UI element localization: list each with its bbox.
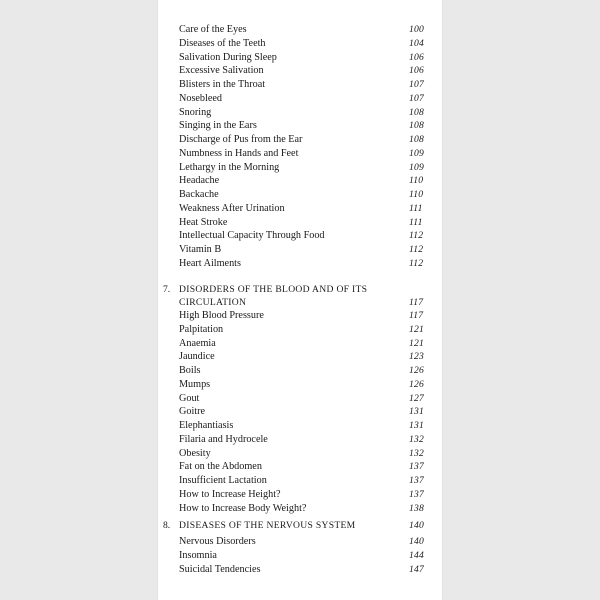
page-number: 127 <box>409 392 424 404</box>
entry-title: Headache <box>179 175 220 187</box>
entry-title: Anaemia <box>179 337 216 349</box>
page-number: 138 <box>409 502 424 514</box>
entry-title: Elephantiasis <box>179 420 234 431</box>
entry-title: Intellectual Capacity Through Food <box>179 230 325 242</box>
page-number: 131 <box>409 406 424 418</box>
page-number: 108 <box>409 120 424 132</box>
page-number: 110 <box>409 189 424 200</box>
entry-title: Heat Stroke <box>179 216 228 228</box>
entry-title: Mumps <box>179 378 211 390</box>
page-number: 107 <box>409 92 424 104</box>
page-number: 132 <box>409 433 424 445</box>
page-number: 126 <box>409 378 424 390</box>
section-title: DISORDERS OF THE BLOOD AND OF ITS <box>179 284 368 295</box>
entry-title: How to Increase Body Weight? <box>179 502 307 514</box>
entry-title: Blisters in the Throat <box>179 79 266 90</box>
book-page <box>158 0 442 600</box>
page-number: 109 <box>409 147 424 159</box>
page-number: 108 <box>409 106 424 118</box>
page-number: 106 <box>409 51 424 63</box>
entry-title: Insufficient Lactation <box>179 475 267 486</box>
page-number: 121 <box>409 323 424 335</box>
page-number: 137 <box>409 475 424 486</box>
page-number: 117 <box>409 296 424 308</box>
entry-title: Insomnia <box>179 549 217 561</box>
entry-title: Care of the Eyes <box>179 24 247 35</box>
page-number: 132 <box>409 447 424 459</box>
entry-title: Gout <box>179 392 200 404</box>
entry-title: Excessive Salivation <box>179 65 264 77</box>
page-number: 108 <box>409 134 424 145</box>
page-number: 111 <box>409 216 423 228</box>
entry-title: Suicidal Tendencies <box>179 563 261 575</box>
entry-title: Nosebleed <box>179 92 222 104</box>
page-number: 131 <box>409 420 424 431</box>
section-number: 7. <box>163 284 171 295</box>
entry-title: Fat on the Abdomen <box>179 461 262 473</box>
entry-title: Backache <box>179 189 219 200</box>
page-number: 137 <box>409 488 424 500</box>
page-number: 126 <box>409 365 424 376</box>
page-number: 111 <box>409 202 423 214</box>
page-number: 112 <box>409 230 424 242</box>
entry-title: How to Increase Height? <box>179 488 281 500</box>
page-number: 144 <box>409 549 424 561</box>
entry-title: Snoring <box>179 106 212 118</box>
entry-title: Boils <box>179 365 201 376</box>
entry-title: High Blood Pressure <box>179 310 264 321</box>
page-number: 112 <box>409 244 424 255</box>
page-number: 104 <box>409 37 424 49</box>
entry-title: Diseases of the Teeth <box>179 37 266 49</box>
section-number: 8. <box>163 520 171 531</box>
entry-title: Discharge of Pus from the Ear <box>179 134 303 145</box>
entry-title: Lethargy in the Morning <box>179 161 280 173</box>
page-number: 123 <box>409 351 424 363</box>
page-number: 100 <box>409 24 424 35</box>
entry-title: Jaundice <box>179 351 215 363</box>
entry-title: Weakness After Urination <box>179 202 285 214</box>
page-number: 110 <box>409 175 424 187</box>
page-number: 140 <box>409 536 424 547</box>
page-number: 117 <box>409 310 424 321</box>
page-number: 107 <box>409 79 424 90</box>
entry-title: Palpitation <box>179 323 224 335</box>
page-number: 137 <box>409 461 424 473</box>
entry-title: Vitamin B <box>179 244 222 255</box>
page-number: 147 <box>409 563 424 575</box>
entry-title: Obesity <box>179 447 211 459</box>
entry-title: Numbness in Hands and Feet <box>179 147 299 159</box>
page-number: 121 <box>409 337 424 349</box>
section-title: CIRCULATION <box>179 296 247 308</box>
section-title: DISEASES OF THE NERVOUS SYSTEM <box>179 520 356 531</box>
entry-title: Singing in the Ears <box>179 120 257 132</box>
entry-title: Filaria and Hydrocele <box>179 433 268 445</box>
entry-title: Salivation During Sleep <box>179 51 277 63</box>
page-number: 140 <box>409 520 424 531</box>
entry-title: Goitre <box>179 406 206 418</box>
entry-title: Nervous Disorders <box>179 536 256 547</box>
page-number: 109 <box>409 161 424 173</box>
entry-title: Heart Ailments <box>179 257 241 269</box>
page-number: 112 <box>409 257 424 269</box>
page-number: 106 <box>409 65 424 77</box>
